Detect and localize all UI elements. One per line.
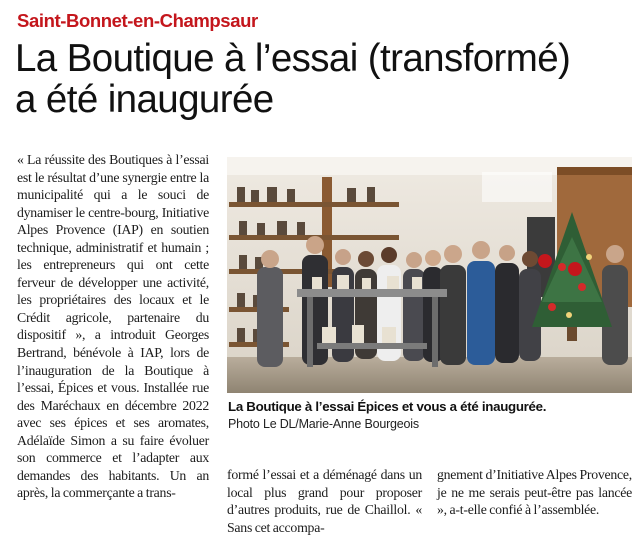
article-photo (227, 157, 632, 393)
headline-line-2: a été inaugurée (15, 78, 274, 121)
article-kicker: Saint-Bonnet-en-Champsaur (17, 10, 258, 31)
photo-credit: Photo Le DL/Marie-Anne Bourgeois (228, 417, 419, 431)
article-headline (15, 38, 570, 120)
body-column-1: « La réussite des Boutiques à l’essai est le résultat d’une synergie entre la municipalité qui a le souci de dynamiser le centre-bourg, Initiative Alpes Provence (IAP) en soutien technique, administratif et humain ; les entrepreneurs qui ont cette ferveur de développer une activité, les propriétaires des locaux et le Crédit agricole, partenaire du dispositif », a introduit Georges Bertrand, bénévole à IAP, lors de l’inauguration de la Boutique à l’essai, Épices et vous. Installée rue des Maréchaux en décembre 2022 avec ses épices et ses aromates, Adélaïde Simon a su faire évoluer son commerce et l’adapter aux demandes des habitants. Un an après, la commerçante a trans- (17, 152, 209, 501)
body-column-2: formé l’essai et a déménagé dans un local plus grand pour proposer d’autres produits, rue de Chaillol. « Sans cet accompa- (227, 467, 422, 535)
headline-line-1: La Boutique à l’essai (transformé) (15, 37, 571, 80)
photo-caption: La Boutique à l’essai Épices et vous a été inaugurée. (228, 399, 547, 414)
body-column-3: gnement d’Initiative Alpes Provence, je ne me serais peut-être pas lancée », a-t-elle confié à l’assemblée. (437, 467, 632, 518)
